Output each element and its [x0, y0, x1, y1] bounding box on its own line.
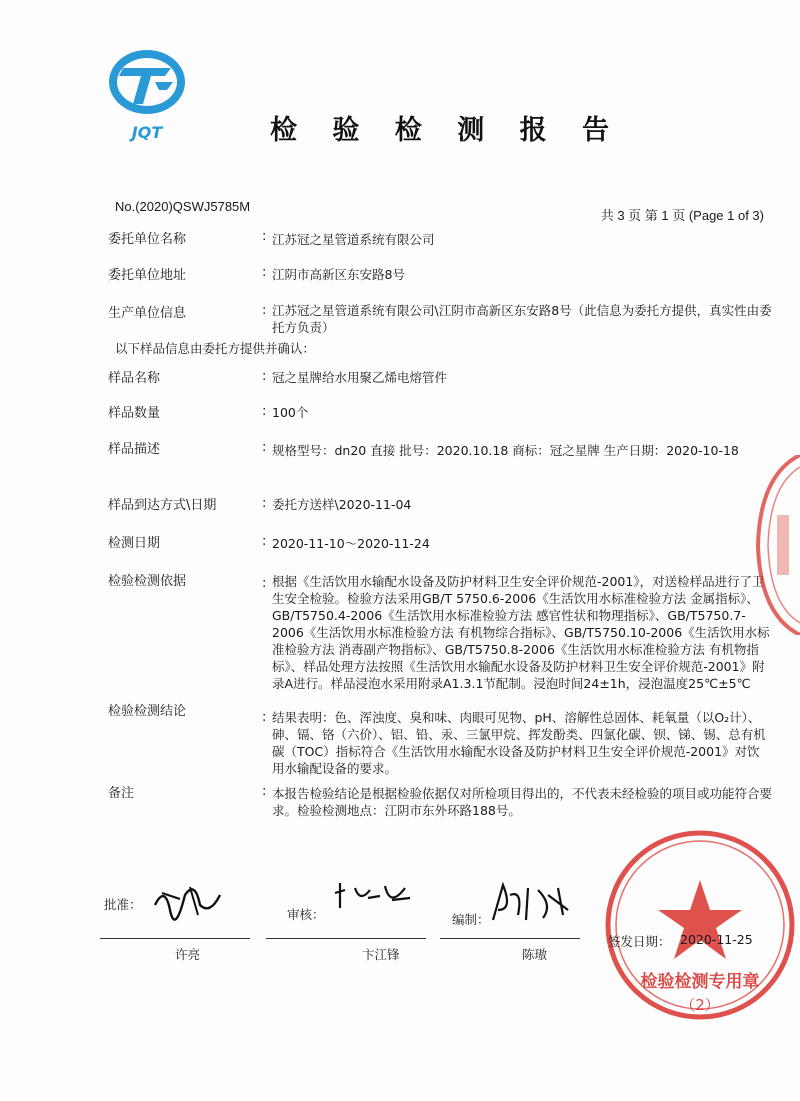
review-name: 卞江锋	[362, 947, 400, 962]
seal-number: （2）	[680, 996, 720, 1014]
separator: :	[262, 440, 267, 455]
sample-description-value: 规格型号：dn20 直接 批号：2020.10.18 商标：冠之星牌 生产日期：2020-10-18	[272, 443, 739, 458]
sample-name-value: 冠之星牌给水用聚乙烯电熔管件	[272, 370, 448, 385]
conclusion-label: 检验检测结论	[108, 704, 187, 719]
seal-text: 检验检测专用章	[640, 972, 760, 992]
test-date-label: 检测日期	[108, 536, 161, 551]
client-address-label: 委托单位地址	[108, 268, 187, 283]
manufacturer-label: 生产单位信息	[108, 306, 187, 321]
separator: :	[262, 369, 267, 384]
separator: :	[262, 534, 267, 549]
compile-signature	[488, 880, 578, 930]
test-basis-label: 检验检测依据	[108, 574, 187, 589]
approve-signature	[150, 875, 230, 925]
client-name-value: 江苏冠之星管道系统有限公司	[272, 232, 435, 247]
client-name-label: 委托单位名称	[108, 232, 187, 247]
separator: :	[262, 265, 267, 280]
sample-name-label: 样品名称	[108, 371, 161, 386]
review-line	[266, 938, 426, 939]
approve-name: 许亮	[175, 947, 201, 962]
separator: :	[262, 404, 267, 419]
logo-text: JQT	[131, 123, 163, 142]
test-basis-value: 根据《生活饮用水输配水设备及防护材料卫生安全评价规范-2001》，对送检样品进行了卫生安全检验。检验方法采用GB/T 5750.6-2006《生活饮用水标准检验方法 金属指标》、GB/T5750.4-2006《生活饮用水标准检验方法 感官性状和物理指标》、GB/T5750.7-2006《生活饮用水标准检验方法 有机物综合指标》、GB/T5750.10-2006《生活饮用水标准检验方法 消毒副产物指标》、GB/T5750.8-2006《生活饮用水标准检验方法 有机物指标》、样品处理方法按照《生活饮用水输配水设备及防护材料卫生安全评价规范-2001》附录A进行。样品浸泡水采用附录A1.3.1节配制。浸泡时间24±1h，浸泡温度25℃±5℃	[272, 574, 770, 691]
page-info: 共 3 页 第 1 页 (Page 1 of 3)	[600, 208, 764, 223]
approve-label: 批准：	[104, 897, 142, 912]
separator: :	[262, 576, 267, 591]
sample-description-label: 样品描述	[108, 442, 161, 457]
compile-line	[440, 938, 580, 939]
compile-label: 编制：	[452, 912, 490, 927]
client-address-value: 江阴市高新区东安路8号	[272, 267, 405, 282]
approve-line	[100, 938, 250, 939]
issue-date-label: 签发日期：	[608, 934, 671, 949]
manufacturer-value: 江苏冠之星管道系统有限公司\江阴市高新区东安路8号（此信息为委托方提供，真实性由委托方负责）	[272, 303, 772, 335]
review-signature	[330, 878, 415, 918]
report-number: No.(2020)QSWJ5785M	[115, 199, 251, 214]
sample-quantity-label: 样品数量	[108, 406, 161, 421]
conclusion-value: 结果表明：色、浑浊度、臭和味、肉眼可见物、pH、溶解性总固体、耗氧量（以O₂计）、砷、镉、铬（六价）、铝、铅、汞、三氯甲烷、挥发酚类、四氯化碳、钡、锑、锡、总有机碳（TOC）指标符合《生活饮用水输配水设备及防护材料卫生安全评价规范-2001》对饮用水输配设备的要求。	[272, 710, 766, 776]
remarks-label: 备注	[108, 786, 135, 801]
separator: :	[262, 303, 267, 318]
issue-date-value: 2020-11-25	[680, 932, 753, 947]
report-title: 检 验 检 测 报 告	[270, 115, 622, 146]
separator: :	[262, 710, 267, 725]
edge-seal	[755, 455, 800, 635]
separator: :	[262, 229, 267, 244]
compile-name: 陈璈	[522, 947, 548, 962]
official-seal	[600, 825, 800, 1035]
review-label: 审核：	[287, 907, 325, 922]
separator: :	[262, 496, 267, 511]
sample-info-note: 以下样品信息由委托方提供并确认：	[115, 341, 316, 356]
arrival-value: 委托方送样\2020-11-04	[272, 497, 412, 512]
separator: :	[262, 784, 267, 799]
sample-quantity-value: 100个	[272, 405, 309, 420]
arrival-label: 样品到达方式\日期	[108, 498, 217, 513]
test-date-value: 2020-11-10～2020-11-24	[272, 536, 430, 551]
remarks-value: 本报告检验结论是根据检验依据仅对所检项目得出的，不代表未经检验的项目或功能符合要求。检验检测地点：江阴市东外环路188号。	[272, 786, 773, 818]
company-logo	[105, 40, 190, 145]
